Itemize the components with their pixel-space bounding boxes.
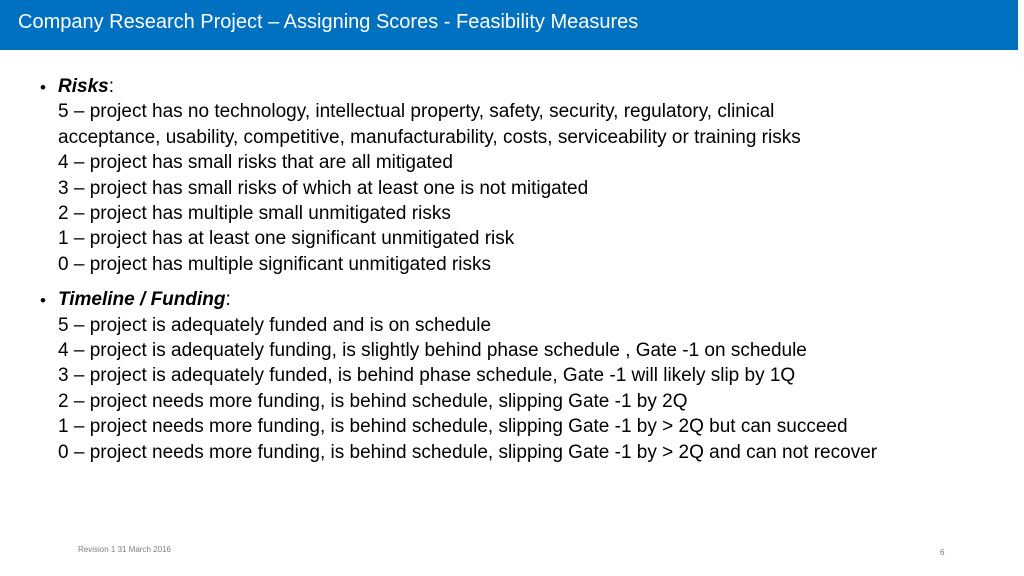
list-item: 0 – project has multiple significant unmitigated risks bbox=[58, 253, 491, 275]
list-item: 2 – project has multiple small unmitigated risks bbox=[58, 203, 451, 225]
bullet-dot: • bbox=[40, 78, 46, 97]
list-item: acceptance, usability, competitive, manufacturability, costs, serviceability or training risks bbox=[58, 126, 801, 148]
list-item: 5 – project is adequately funded and is on schedule bbox=[58, 314, 492, 336]
timeline-funding-heading bbox=[58, 287, 1008, 312]
title-bar bbox=[0, 0, 1018, 50]
risks-section bbox=[38, 74, 1008, 277]
heading-colon: : bbox=[225, 289, 231, 311]
slide-title: Company Research Project – Assigning Scores - Feasibility Measures bbox=[18, 11, 639, 33]
list-item: 5 – project has no technology, intellectual property, safety, security, regulatory, clinical bbox=[58, 101, 775, 123]
heading-colon: : bbox=[108, 76, 114, 97]
risks-heading bbox=[58, 74, 1008, 99]
list-item: 1 – project needs more funding, is behind schedule, slipping Gate -1 by > 2Q but can succeed bbox=[58, 416, 848, 438]
timeline-funding-heading-label: Timeline / Funding bbox=[58, 289, 226, 311]
list-item: 2 – project needs more funding, is behind schedule, slipping Gate -1 by 2Q bbox=[58, 390, 688, 412]
slide-content bbox=[38, 74, 1008, 465]
page-number: 6 bbox=[940, 548, 945, 557]
list-item: 4 – project is adequately funding, is slightly behind phase schedule , Gate -1 on schedule bbox=[58, 340, 807, 362]
bullet-dot: • bbox=[40, 291, 46, 311]
list-item: 0 – project needs more funding, is behind schedule, slipping Gate -1 by > 2Q and can not recover bbox=[58, 441, 878, 463]
timeline-funding-section bbox=[38, 287, 1008, 465]
list-item: 3 – project is adequately funded, is behind phase schedule, Gate -1 will likely slip by 1Q bbox=[58, 365, 796, 387]
list-item: 1 – project has at least one significant unmitigated risk bbox=[58, 228, 515, 250]
list-item: 3 – project has small risks of which at least one is not mitigated bbox=[58, 177, 589, 199]
footer-revision: Revision 1 31 March 2016 bbox=[78, 545, 171, 554]
list-item: 4 – project has small risks that are all mitigated bbox=[58, 152, 453, 174]
risks-heading-label: Risks bbox=[58, 76, 109, 97]
